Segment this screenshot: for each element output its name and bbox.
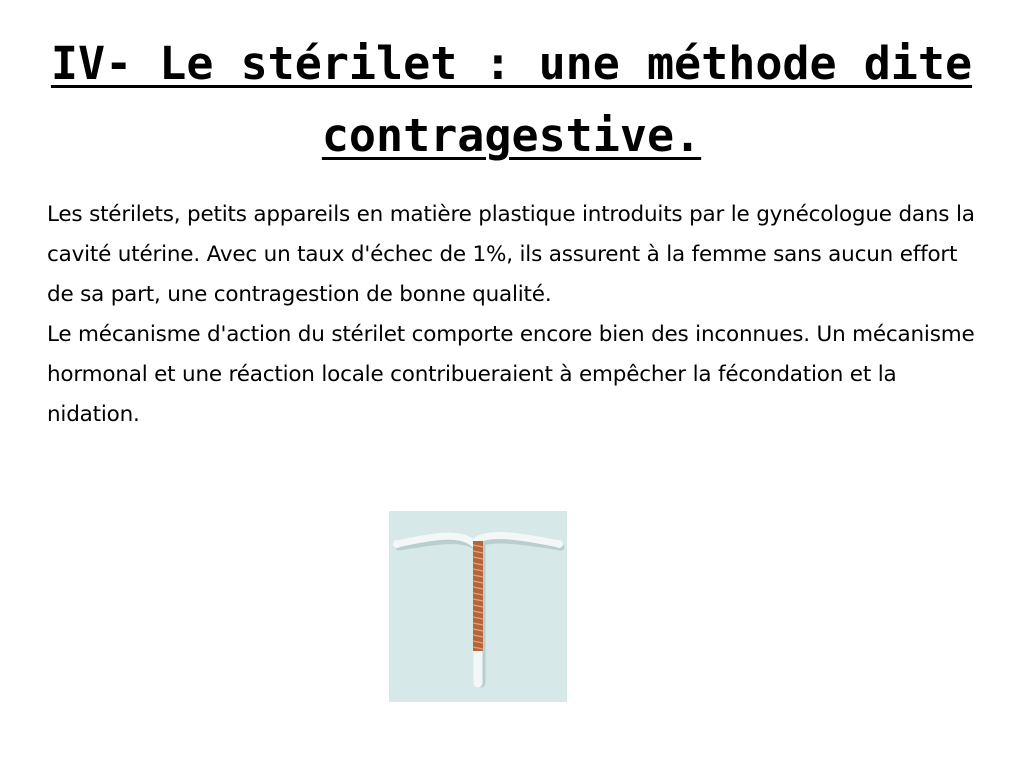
slide-title: IV- Le stérilet : une méthode dite contragestive. bbox=[50, 37, 973, 162]
paragraph-description: Les stérilets, petits appareils en matière plastique introduits par le gynécologue dans la cavité utérine. Avec un taux d'échec de 1%, ils assurent à la femme sans aucun effort de sa part, une contragestion de bonne qualité. bbox=[47, 202, 975, 307]
body-text bbox=[47, 195, 987, 435]
iud-image bbox=[389, 511, 567, 702]
paragraph-mechanism: Le mécanisme d'action du stérilet comporte encore bien des inconnues. Un mécanisme hormonal et une réaction locale contribueraient à empêcher la fécondation et la nidation. bbox=[47, 322, 975, 427]
iud-icon bbox=[389, 511, 567, 702]
